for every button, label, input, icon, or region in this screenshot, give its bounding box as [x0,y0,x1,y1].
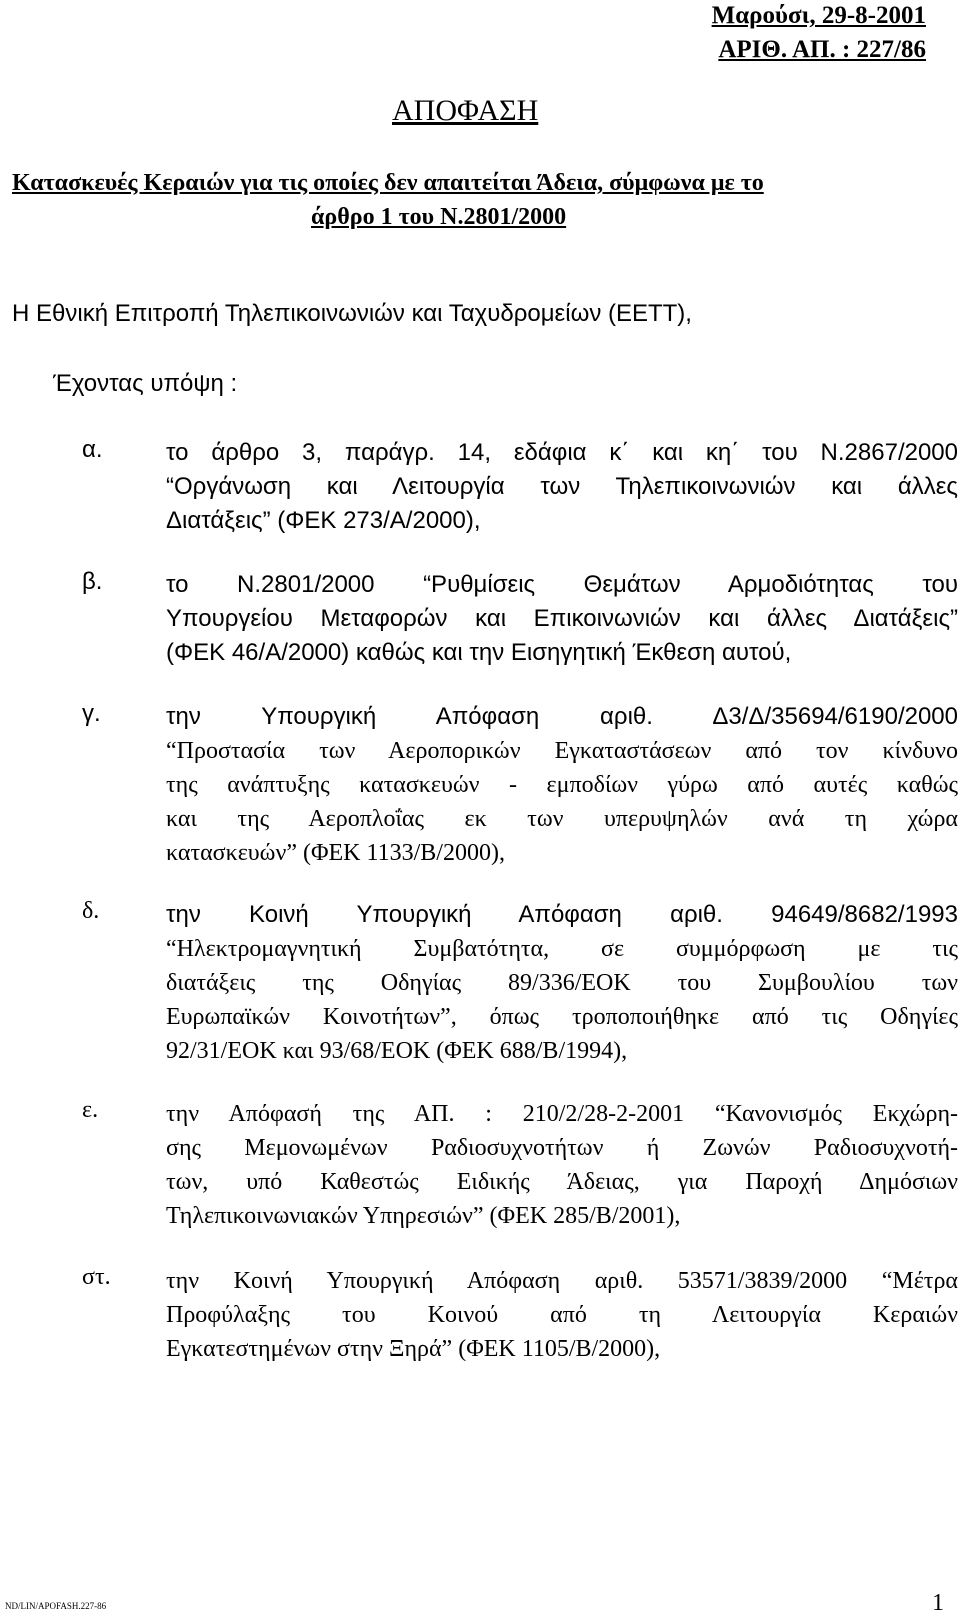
place-date: Μαρούσι, 29-8-2001 [711,2,926,29]
item-label-a: α. [82,436,103,463]
item-text-e [166,1097,958,1233]
subject-line-1: Κατασκευές Κεραιών για τις οποίες δεν απαιτείται Άδεια, σύμφωνα με το [12,170,764,196]
item-e-line: σης Μεμονωμένων Ραδιοσυχνοτήτων ή Ζωνών Ραδιοσυχνοτή- [166,1135,958,1161]
item-text-c [166,700,958,870]
item-c-line: της ανάπτυξης κατασκευών - εμποδίων γύρω από αυτές καθώς [166,772,958,798]
item-d-line: διατάξεις της Οδηγίας 89/336/ΕΟΚ του Συμβουλίου των [166,970,958,996]
item-text-b [166,568,958,670]
item-b-line: το Ν.2801/2000 “Ρυθμίσεις Θεμάτων Αρμοδιότητας του [166,571,958,598]
item-text-d [166,898,958,1068]
item-text-f [166,1264,958,1366]
item-text-a [166,436,958,538]
item-e-line: την Απόφασή της ΑΠ. : 210/2/28-2-2001 “Κανονισμός Εκχώρη- [166,1101,958,1127]
item-f-line: Προφύλαξης του Κοινού από τη Λειτουργία Κεραιών [166,1302,958,1328]
item-d-line: Ευρωπαϊκών Κοινοτήτων”, όπως τροποποιήθηκε από τις Οδηγίες [166,1004,958,1030]
item-d-line: 92/31/ΕΟΚ και 93/68/ΕΟΚ (ΦΕΚ 688/Β/1994), [166,1038,628,1064]
item-a-line: “Οργάνωση και Λειτουργία των Τηλεπικοινωνιών και άλλες [166,473,958,500]
item-b-line: (ΦΕΚ 46/Α/2000) καθώς και την Εισηγητική Έκθεση αυτού, [166,639,792,666]
page-number: 1 [932,1590,944,1616]
page-title: ΑΠΟΦΑΣΗ [392,94,539,127]
item-label-c: γ. [82,700,101,727]
item-a-line: το άρθρο 3, παράγρ. 14, εδάφια κ΄ και κη΄ του Ν.2867/2000 [166,439,958,466]
item-label-e: ε. [82,1097,99,1123]
item-d-line: την Κοινή Υπουργική Απόφαση αριθ. 94649/8682/1993 [166,901,958,928]
item-a-line: Διατάξεις” (ΦΕΚ 273/Α/2000), [166,507,481,534]
item-c-line: και της Αεροπλοΐας εκ των υπερυψηλών ανά τη χώρα [166,806,958,832]
file-reference: ND/LIN/APOFASH.227-86 [5,1601,107,1611]
item-f-line: την Κοινή Υπουργική Απόφαση αριθ. 53571/3839/2000 “Μέτρα [166,1268,958,1294]
item-label-b: β. [82,568,103,595]
authority-line: Η Εθνική Επιτροπή Τηλεπικοινωνιών και Ταχυδρομείων (ΕΕΤΤ), [12,300,692,327]
item-b-line: Υπουργείου Μεταφορών και Επικοινωνιών και άλλες Διατάξεις” [166,605,958,632]
item-c-line: “Προστασία των Αεροπορικών Εγκαταστάσεων από τον κίνδυνο [166,738,958,764]
item-e-line: των, υπό Καθεστώς Ειδικής Άδειας, για Παροχή Δημόσιων [166,1169,958,1195]
item-c-line: κατασκευών” (ΦΕΚ 1133/Β/2000), [166,840,505,866]
considering-line: Έχοντας υπόψη : [53,370,238,397]
item-c-line: την Υπουργική Απόφαση αριθ. Δ3/Δ/35694/6190/2000 [166,703,958,730]
protocol-number: ΑΡΙΘ. ΑΠ. : 227/86 [718,36,926,63]
item-label-d: δ. [82,898,100,924]
item-e-line: Τηλεπικοινωνιακών Υπηρεσιών” (ΦΕΚ 285/Β/2001), [166,1203,681,1229]
item-d-line: “Ηλεκτρομαγνητική Συμβατότητα, σε συμμόρφωση με τις [166,936,958,962]
item-f-line: Εγκατεστημένων στην Ξηρά” (ΦΕΚ 1105/Β/2000), [166,1336,661,1362]
subject-line-2: άρθρο 1 του Ν.2801/2000 [311,204,567,230]
item-label-f: στ. [82,1264,111,1290]
